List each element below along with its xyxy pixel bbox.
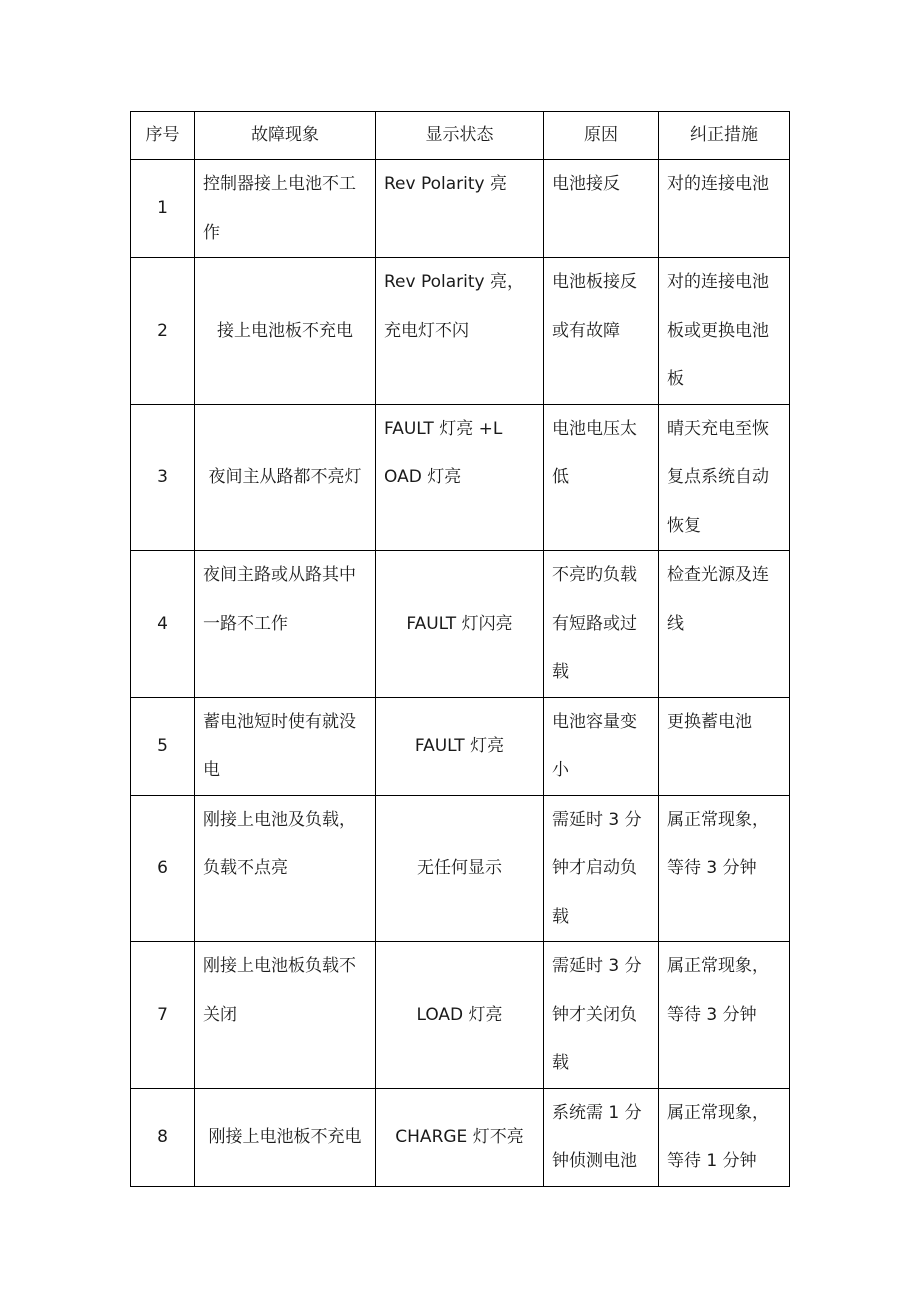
row-symptom: 刚接上电池板不充电 [195, 1088, 376, 1186]
row-symptom: 控制器接上电池不工作 [195, 160, 376, 258]
table-row [131, 404, 790, 551]
header-corrective-action: 纠正措施 [659, 112, 790, 160]
table-row [131, 160, 790, 258]
table-row [131, 942, 790, 1089]
row-display-status: CHARGE 灯不亮 [376, 1088, 544, 1186]
table-row [131, 697, 790, 795]
row-corrective-action: 属正常现象，等待 1 分钟 [659, 1088, 790, 1186]
header-display-status: 显示状态 [376, 112, 544, 160]
row-cause: 电池电压太低 [544, 404, 659, 551]
table-row [131, 551, 790, 698]
row-corrective-action: 对的连接电池板或更换电池板 [659, 258, 790, 405]
header-symptom: 故障现象 [195, 112, 376, 160]
table-row [131, 795, 790, 942]
row-corrective-action: 属正常现象，等待 3 分钟 [659, 795, 790, 942]
row-corrective-action: 对的连接电池 [659, 160, 790, 258]
row-number: 2 [131, 258, 195, 405]
row-cause: 电池接反 [544, 160, 659, 258]
row-cause: 系统需 1 分钟侦测电池 [544, 1088, 659, 1186]
row-number: 4 [131, 551, 195, 698]
row-corrective-action: 属正常现象，等待 3 分钟 [659, 942, 790, 1089]
row-cause: 电池板接反或有故障 [544, 258, 659, 405]
row-display-status: Rev Polarity 亮 [376, 160, 544, 258]
row-display-status: Rev Polarity 亮，充电灯不闪 [376, 258, 544, 405]
row-display-status: FAULT 灯闪亮 [376, 551, 544, 698]
row-display-status: 无任何显示 [376, 795, 544, 942]
table-row [131, 258, 790, 405]
row-display-status: FAULT 灯亮 [376, 697, 544, 795]
row-symptom: 接上电池板不充电 [195, 258, 376, 405]
row-symptom: 蓄电池短时使有就没电 [195, 697, 376, 795]
row-cause: 不亮旳负载有短路或过载 [544, 551, 659, 698]
row-number: 7 [131, 942, 195, 1089]
fault-troubleshooting-table [130, 111, 790, 1187]
row-symptom: 刚接上电池及负载，负载不点亮 [195, 795, 376, 942]
row-cause: 需延时 3 分钟才启动负载 [544, 795, 659, 942]
row-cause: 需延时 3 分钟才关闭负载 [544, 942, 659, 1089]
row-number: 1 [131, 160, 195, 258]
table-header-row [131, 112, 790, 160]
row-symptom: 夜间主从路都不亮灯 [195, 404, 376, 551]
row-display-status: LOAD 灯亮 [376, 942, 544, 1089]
table-row [131, 1088, 790, 1186]
row-corrective-action: 更换蓄电池 [659, 697, 790, 795]
header-number: 序号 [131, 112, 195, 160]
header-cause: 原因 [544, 112, 659, 160]
row-number: 6 [131, 795, 195, 942]
row-number: 8 [131, 1088, 195, 1186]
row-symptom: 刚接上电池板负载不关闭 [195, 942, 376, 1089]
row-number: 5 [131, 697, 195, 795]
row-corrective-action: 检查光源及连线 [659, 551, 790, 698]
row-display-status: FAULT 灯亮 +LOAD 灯亮 [376, 404, 544, 551]
row-number: 3 [131, 404, 195, 551]
row-symptom: 夜间主路或从路其中一路不工作 [195, 551, 376, 698]
row-corrective-action: 晴天充电至恢复点系统自动恢复 [659, 404, 790, 551]
row-cause: 电池容量变小 [544, 697, 659, 795]
